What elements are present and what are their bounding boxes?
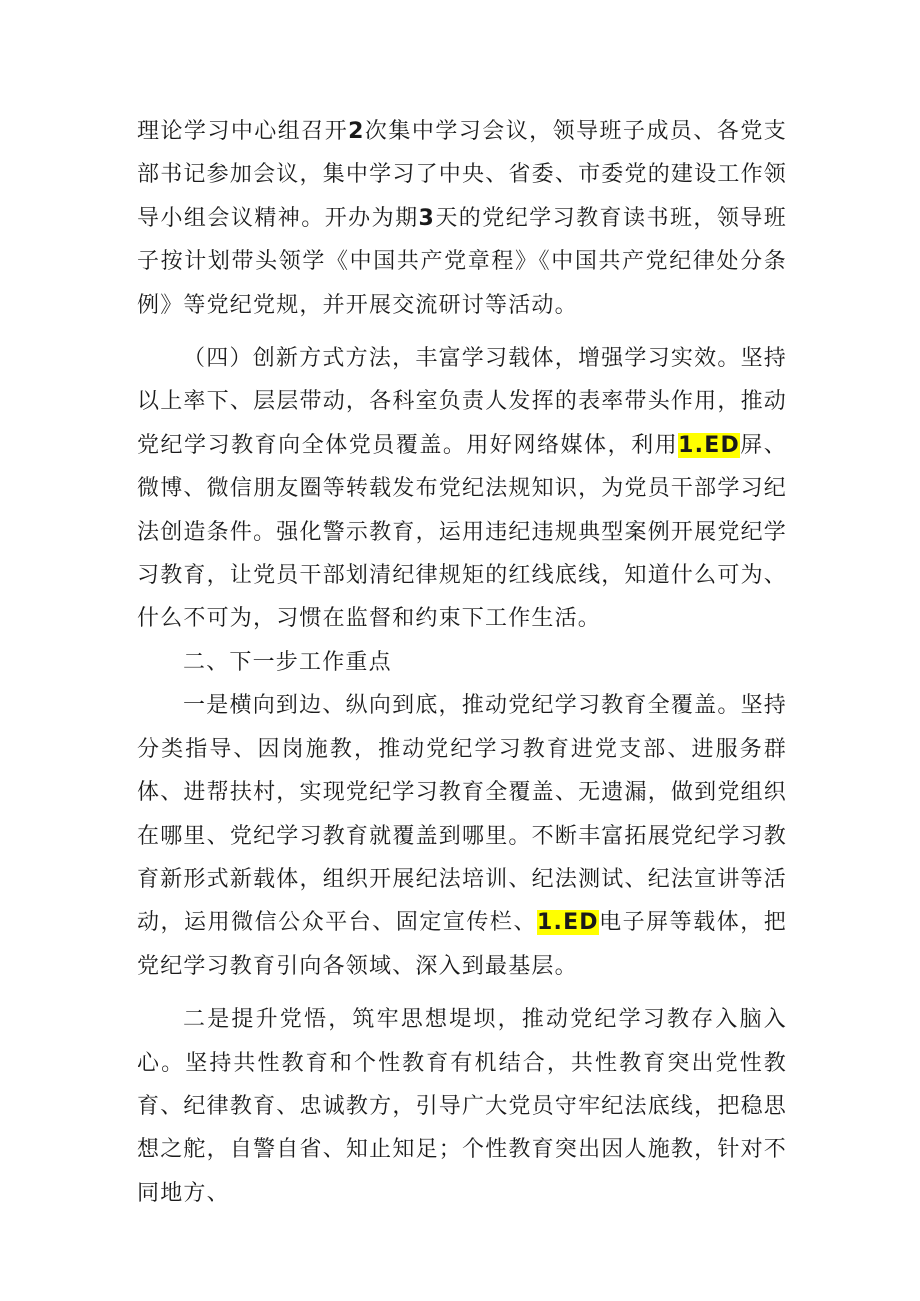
text-run: 理论学习中心组召开 — [137, 119, 349, 144]
number-three: 3 — [418, 205, 436, 231]
section-heading-next-steps: 二、下一步工作重点 — [183, 649, 392, 675]
highlighted-led: 1.ED — [678, 432, 740, 458]
paragraph-awareness — [137, 998, 787, 1215]
document-body — [137, 110, 787, 1215]
paragraph-gap — [137, 988, 787, 998]
paragraph-study-group — [137, 110, 787, 327]
text-run: （四）创新方式方法，丰富学习载体，增强学习实效。坚持以上率下、层层带动，各科室负责人发挥的表率带头作用，推动党纪学习教育向全体党员覆盖。用好网络媒体，利用 — [137, 346, 787, 458]
paragraph-innovate-methods — [137, 337, 787, 641]
text-run: 屏、微博、微信朋友圈等转载发布党纪法规知识，为党员干部学习纪法创造条件。强化警示教育，运用违纪违规典型案例开展党纪学习教育，让党员干部划清纪律规矩的红线底线，知道什么可为、什么不可为，习惯在监督和约束下工作生活。 — [137, 432, 787, 632]
highlighted-led: 1.ED — [537, 910, 599, 936]
text-run: 次集中学习会议，领导班子成员、各党支部书记参加会议，集中学习了中央、省委、市委党的建设工作领导小组会议精神。开办为期 — [137, 119, 787, 231]
text-run: 天的党纪学习教育读书班，领导班子按计划带头领学《中国共产党章程》《中国共产党纪律处分条例》等党纪党规，并开展交流研讨等活动。 — [137, 205, 787, 318]
text-run: 一是横向到边、纵向到底，推动党纪学习教育全覆盖。坚持分类指导、因岗施教，推动党纪学习教育进党支部、进服务群体、进帮扶村，实现党纪学习教育全覆盖、无遗漏，做到党组织在哪里、党纪学习教育就覆盖到哪里。不断丰富拓展党纪学习教育新形式新载体，组织开展纪法培训、纪法测试、纪法宣讲等活动，运用微信公众平台、固定宣传栏、 — [137, 693, 787, 936]
text-run: 二是提升党悟，筑牢思想堤坝，推动党纪学习教存入脑入心。坚持共性教育和个性教育有机结合，共性教育突出党性教育、纪律教育、忠诚教方，引导广大党员守牢纪法底线，把稳思想之舵，自警自省、知止知足；个性教育突出因人施教，针对不同地方、 — [137, 1007, 787, 1206]
text-run: 电子屏等载体，把党纪学习教育引向各领域、深入到最基层。 — [137, 910, 787, 979]
paragraph-full-coverage — [137, 684, 787, 988]
number-two: 2 — [348, 119, 365, 144]
paragraph-gap — [137, 327, 787, 337]
